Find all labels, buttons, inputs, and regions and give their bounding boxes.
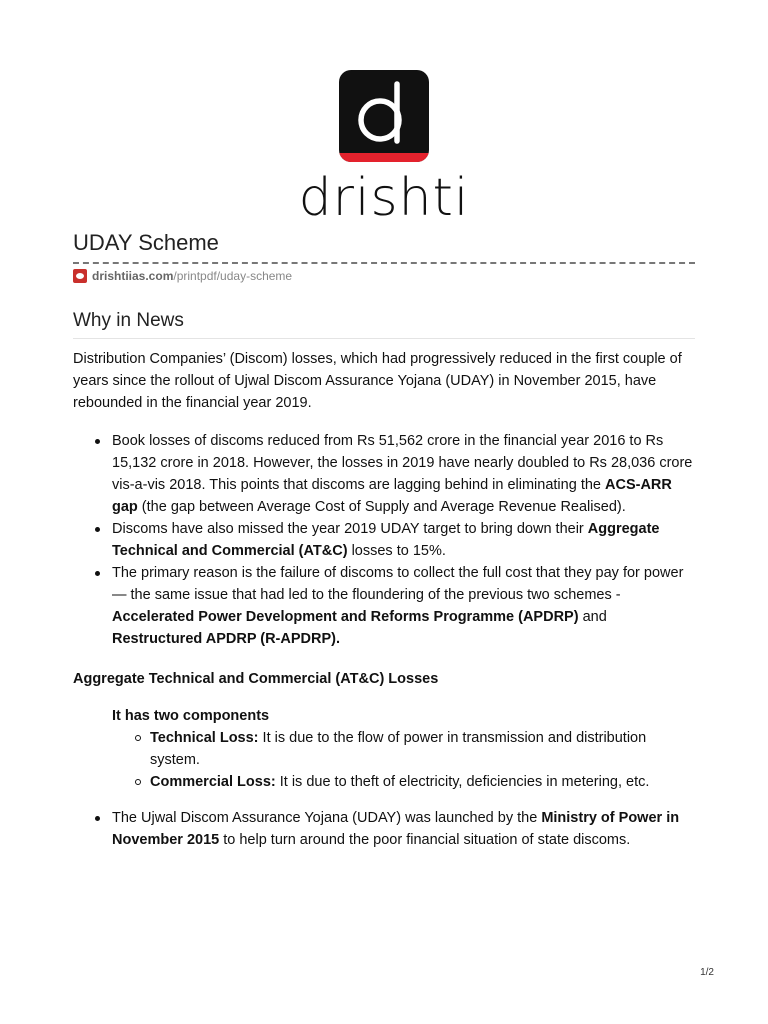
components-list xyxy=(112,727,698,793)
logo xyxy=(0,70,768,167)
source-link[interactable] xyxy=(73,269,292,283)
list-item: Commercial Loss: It is due to theft of electricity, deficiencies in metering, etc. xyxy=(150,771,698,793)
title-divider xyxy=(73,262,695,264)
list-item: The primary reason is the failure of discoms to collect the full cost that they pay for power — the same issue that had led to the floundering of the previous two schemes - Accelerated Power Development and Reforms Programme (APDRP) and Restructured APDRP (R-APDRP). xyxy=(112,562,698,650)
article-body xyxy=(73,348,698,851)
list-item: Technical Loss: It is due to the flow of power in transmission and distribution system. xyxy=(150,727,698,771)
components-heading: It has two components xyxy=(112,708,270,724)
source-path: /printpdf/uday-scheme xyxy=(173,269,293,283)
drishti-logo-icon xyxy=(339,70,429,162)
source-host: drishtiias.com xyxy=(92,269,174,283)
components-block xyxy=(73,705,698,793)
drishti-favicon-icon xyxy=(73,269,87,283)
section-heading: Why in News xyxy=(73,310,695,339)
logo-accent-bar xyxy=(339,153,429,162)
list-item: The Ujwal Discom Assurance Yojana (UDAY) was launched by the Ministry of Power in November 2015 to help turn around the poor financial situation of state discoms. xyxy=(112,807,698,851)
page-title: UDAY Scheme xyxy=(73,230,219,255)
page-number: 1/2 xyxy=(700,967,714,978)
atc-heading: Aggregate Technical and Commercial (AT&C) Losses xyxy=(73,671,439,687)
final-bullet-list xyxy=(73,807,698,851)
intro-paragraph: Distribution Companies’ (Discom) losses, which had progressively reduced in the first couple of years since the rollout of Ujwal Discom Assurance Yojana (UDAY) in November 2015, have rebounded in the financial year 2019. xyxy=(73,351,682,411)
list-item: Book losses of discoms reduced from Rs 51,562 crore in the financial year 2016 to Rs 15,132 crore in 2018. However, the losses in 2019 have nearly doubled to Rs 28,036 crore vis-a-vis 2018. This points that discoms are lagging behind in eliminating the ACS-ARR gap (the gap between Average Cost of Supply and Average Revenue Realised). xyxy=(112,430,698,518)
bullet-list xyxy=(73,430,698,650)
brand-wordmark: drishti xyxy=(298,168,470,228)
list-item: Discoms have also missed the year 2019 UDAY target to bring down their Aggregate Technical and Commercial (AT&C) losses to 15%. xyxy=(112,518,698,562)
